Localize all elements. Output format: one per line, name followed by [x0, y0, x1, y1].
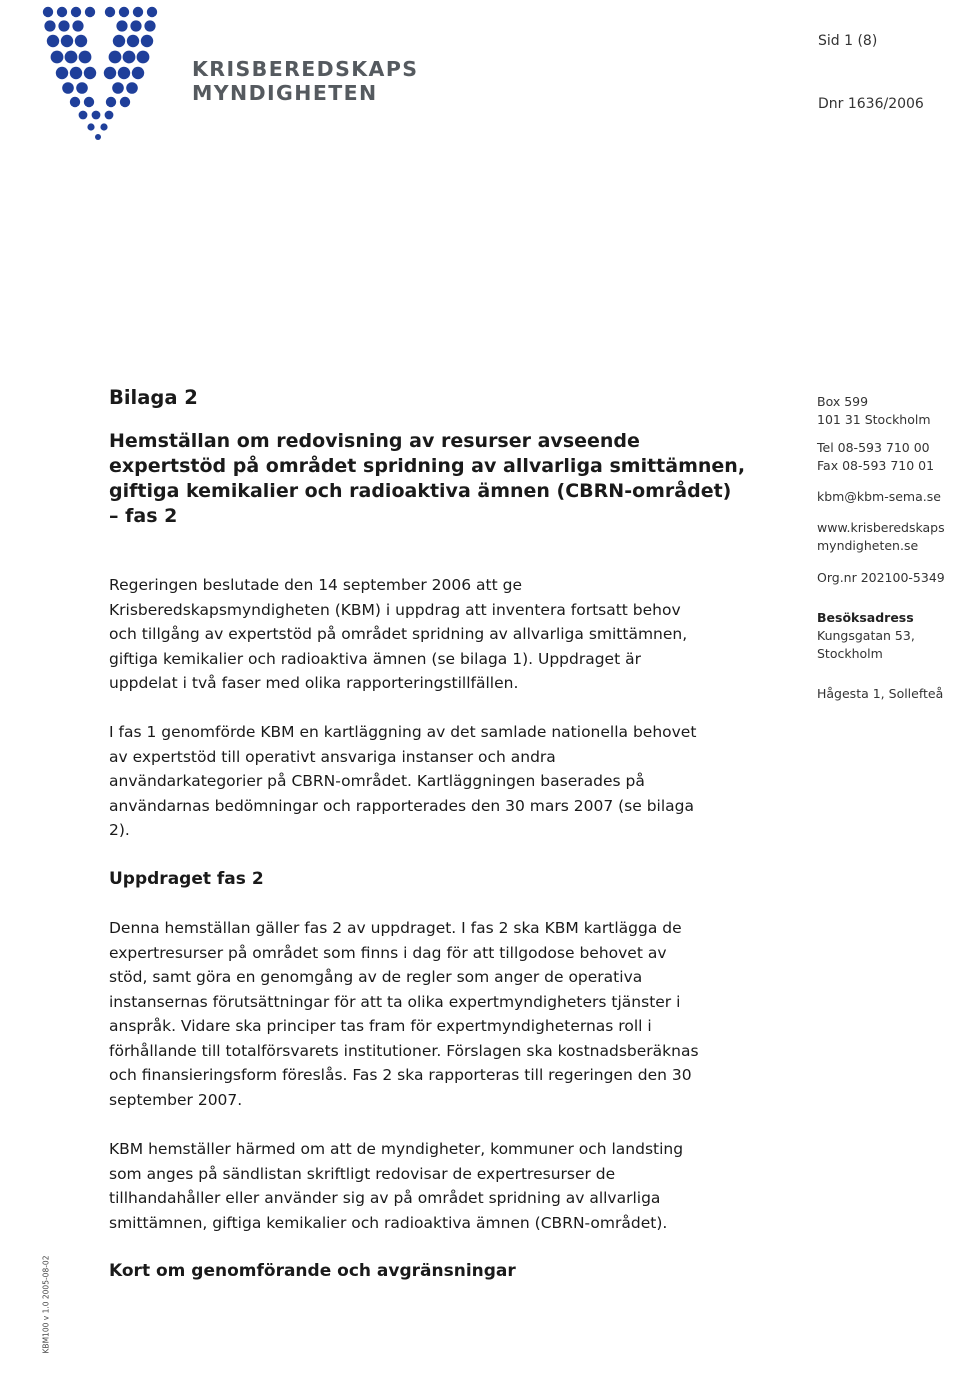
logo-dot [43, 7, 53, 17]
logo-dot [57, 7, 67, 17]
logo-dot [70, 97, 80, 107]
text-line: Regeringen beslutade den 14 september 2006 att ge [109, 576, 523, 594]
logo-dot [113, 35, 125, 47]
logo-dot [75, 35, 87, 47]
text-line: och tillgång av expertstöd på området spridning av allvarliga smittämnen, [109, 625, 688, 643]
text-line: användarnas bedömningar och rapporterades den 30 mars 2007 (se bilaga [109, 796, 694, 815]
logo-dot [126, 82, 138, 94]
logo-dot [79, 111, 88, 120]
text-line: KBM hemställer härmed om att de myndigheter, kommuner och landsting [109, 1140, 684, 1158]
telephone: Tel 08-593 710 00 [817, 440, 930, 455]
logo-text-line2: MYNDIGHETEN [192, 81, 378, 105]
text-line: förhållande till totalförsvarets institutioner. Förslagen ska kostnadsberäknas [109, 1041, 699, 1060]
section1-paragraph-1 [109, 916, 699, 1112]
section-heading-kort-om-genomforande: Kort om genomförande och avgränsningar [109, 1261, 516, 1281]
fax: Fax 08-593 710 01 [817, 458, 935, 473]
email-address: kbm@kbm-sema.se [817, 489, 941, 504]
logo-dot [84, 97, 94, 107]
text-line: 2). [109, 821, 130, 839]
logo-dot [104, 67, 116, 79]
text-line: giftiga kemikalier och radioaktiva ämnen (se bilaga 1). Uppdraget är [109, 649, 641, 668]
logo-dot [70, 67, 82, 79]
annex-label: Bilaga 2 [109, 386, 198, 409]
visit-address-line1: Kungsgatan 53, [817, 628, 915, 643]
logo-text-line1: KRISBEREDSKAPS [192, 57, 419, 81]
logo-dot [95, 134, 101, 140]
logo-dot [56, 67, 68, 79]
text-line: Denna hemställan gäller fas 2 av uppdraget. I fas 2 ska KBM kartlägga de [109, 919, 682, 937]
document-title [109, 429, 799, 529]
logo-dot [132, 67, 144, 79]
logo-dot [109, 51, 122, 64]
logo-dot [141, 35, 153, 47]
contact-sidebar [817, 393, 960, 703]
website-line2: myndigheten.se [817, 538, 919, 553]
document-reference: Dnr 1636/2006 [818, 96, 924, 112]
logo-dot [92, 111, 101, 120]
text-line: tillhandahåller eller använder sig av på området spridning av allvarliga [109, 1189, 661, 1207]
logo-dot [44, 20, 55, 31]
text-line: och finansieringsform föreslås. Fas 2 ska rapporteras till regeringen den 30 [109, 1066, 692, 1084]
logo-dot [72, 20, 83, 31]
logo-dot [61, 35, 73, 47]
logo-dot [47, 35, 59, 47]
logo-dot [112, 82, 124, 94]
postal-address: 101 31 Stockholm [817, 412, 931, 427]
logo-dot [144, 20, 155, 31]
visit-address-label: Besöksadress [817, 610, 914, 625]
logo-dot [123, 51, 136, 64]
logo-dot [100, 123, 107, 130]
intro-paragraph-1 [109, 573, 687, 696]
logo-dot [119, 7, 129, 17]
text-line: som anges på sändlistan skriftligt redovisar de expertresurser de [109, 1164, 616, 1183]
postal-box: Box 599 [817, 394, 869, 409]
section1-paragraph-2 [109, 1137, 683, 1235]
logo-dot [65, 51, 78, 64]
secondary-site: Hågesta 1, Sollefteå [817, 686, 944, 701]
text-line: expertresurser på området som finns i dag för att tillgodose behovet av [109, 943, 667, 962]
text-line: stöd, samt göra en genomgång av de regler som anger de operativa [109, 968, 643, 986]
logo-dot [84, 67, 96, 79]
logo-dot [105, 111, 114, 120]
logo-dot [51, 51, 64, 64]
logo-dot [87, 123, 94, 130]
logo-dot [105, 7, 115, 17]
text-line: smittämnen, giftiga kemikalier och radioaktiva ämnen (CBRN-området). [109, 1213, 668, 1232]
website-line1: www.krisberedskaps [817, 520, 945, 535]
visit-address-line2: Stockholm [817, 646, 883, 661]
logo-dot [133, 7, 143, 17]
logo-dot [116, 20, 127, 31]
intro-paragraph-2 [109, 720, 696, 843]
section-heading-uppdraget-fas-2: Uppdraget fas 2 [109, 869, 264, 889]
text-line: uppdelat i två faser med olika rapporteringstillfällen. [109, 674, 519, 692]
organisation-number: Org.nr 202100-5349 [817, 570, 945, 585]
text-line: instansernas förutsättningar för att ta olika expertmyndigheters tjänster i [109, 992, 681, 1011]
text-line: september 2007. [109, 1090, 243, 1109]
logo-dot [79, 51, 92, 64]
logo-dot [127, 35, 139, 47]
page-number: Sid 1 (8) [818, 33, 878, 49]
title-line: giftiga kemikalier och radioaktiva ämnen (CBRN-området) [109, 480, 732, 502]
logo-dot [85, 7, 95, 17]
logo-dot [118, 67, 130, 79]
logo-dot [120, 97, 130, 107]
title-line: Hemställan om redovisning av resurser avseende [109, 430, 640, 452]
title-line: – fas 2 [109, 505, 178, 527]
text-line: anspråk. Vidare ska principer tas fram för expertmyndigheternas roll i [109, 1017, 652, 1035]
logo-dot [62, 82, 74, 94]
text-line: av expertstöd till operativt ansvariga instanser och andra [109, 747, 556, 766]
text-line: användarkategorier på CBRN-området. Kartläggningen baserades på [109, 772, 645, 790]
logo-dot [130, 20, 141, 31]
title-line: expertstöd på området spridning av allvarliga smittämnen, [109, 455, 746, 477]
logo-dot [58, 20, 69, 31]
logo-dot [147, 7, 157, 17]
text-line: I fas 1 genomförde KBM en kartläggning av det samlade nationella behovet [109, 723, 697, 741]
logo-dot [137, 51, 150, 64]
form-version-code: KBM100 v 1.0 2005-08-02 [41, 1255, 51, 1354]
logo-dot [76, 82, 88, 94]
logo-dot [106, 97, 116, 107]
logo-dot [71, 7, 81, 17]
text-line: Krisberedskapsmyndigheten (KBM) i uppdrag att inventera fortsatt behov [109, 600, 681, 619]
